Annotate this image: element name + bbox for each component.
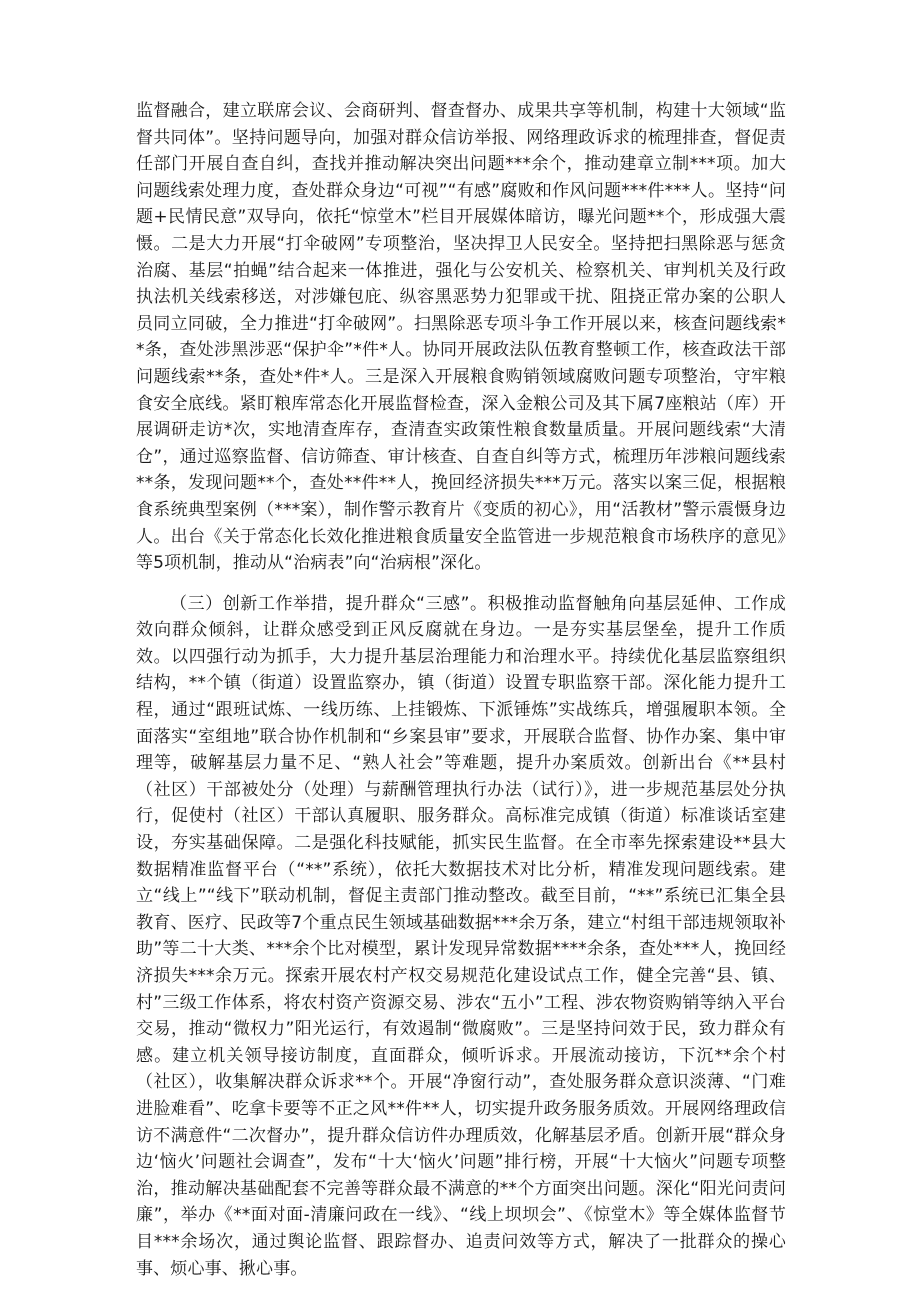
body-paragraph-2: （三）创新工作举措，提升群众“三感”。积极推动监督触角向基层延伸、工作成效向群众倾斜，让群众感受到正风反腐就在身边。一是夯实基层堡垒，提升工作质效。以四强行动为抓手，大力提升基层治理能力和治理水平。持续优化基层监察组织结构，**个镇（街道）设置监察办，镇（街道）设置专职监察干部。深化能力提升工程，通过“跟班试炼、一线历练、上挂锻炼、下派锤炼”实战练兵，增强履职本领。全面落实“室组地”联合协作机制和“乡案县审”要求，开展联合监督、协作办案、集中审理等，破解基层力量不足、“熟人社会”等难题，提升办案质效。创新出台《**县村（社区）干部被处分（处理）与薪酬管理执行办法（试行）》，进一步规范基层处分执行，促使村（社区）干部认真履职、服务群众。高标准完成镇（街道）标准谈话室建设，夯实基础保障。二是强化科技赋能，抓实民生监督。在全市率先探索建设**县大数据精准监督平台（“**”系统），依托大数据技术对比分析，精准发现问题线索。建立“线上”“线下”联动机制，督促主责部门推动整改。截至目前，“**”系统已汇集全县教育、医疗、民政等7个重点民生领域基础数据***余万条，建立“村组干部违规领取补助”等二十大类、***余个比对模型，累计发现异常数据****余条，查处***人，挽回经济损失***余万元。探索开展农村产权交易规范化建设试点工作，健全完善“县、镇、村”三级工作体系，将农村资产资源交易、涉农“五小”工程、涉农物资购销等纳入平台交易，推动“微权力”阳光运行，有效遏制“微腐败”。三是坚持问效于民，致力群众有感。建立机关领导接访制度，直面群众，倾听诉求。开展流动接访，下沉**余个村（社区），收集解决群众诉求**个。开展“净窗行动”，查处服务群众意识淡薄、“门难进脸难看”、吃拿卡要等不正之风**件**人，切实提升政务服务质效。开展网络理政信访不满意件“二次督办”，提升群众信访件办理质效，化解基层矛盾。创新开展“群众身边‘恼火’问题社会调查”，发布“十大‘恼火’问题”排行榜，开展“十大恼火”问题专项整治，推动解决基础配套不完善等群众最不满意的**个方面突出问题。深化“阳光问责问廉”，举办《**面对面-清廉问政在一线》、“线上坝坝会”、《惊堂木》等全媒体监督节目***余场次，通过舆论监督、跟踪督办、追责问效等方式，解决了一批群众的操心事、烦心事、揪心事。	[136, 593, 786, 1279]
document-page	[136, 98, 786, 1282]
body-paragraph-1: 监督融合，建立联席会议、会商研判、督查督办、成果共享等机制，构建十大领域“监督共同体”。坚持问题导向，加强对群众信访举报、网络理政诉求的梳理排查，督促责任部门开展自查自纠，查找并推动解决突出问题***余个，推动建章立制***项。加大问题线索处理力度，查处群众身边“可视”“有感”腐败和作风问题***件***人。坚持“问题+民情民意”双导向，依托“惊堂木”栏目开展媒体暗访，曝光问题**个，形成强大震慑。二是大力开展“打伞破网”专项整治，坚决捍卫人民安全。坚持把扫黑除恶与惩贪治腐、基层“拍蝇”结合起来一体推进，强化与公安机关、检察机关、审判机关及行政执法机关线索移送，对涉嫌包庇、纵容黑恶势力犯罪或干扰、阻挠正常办案的公职人员同立同破，全力推进“打伞破网”。扫黑除恶专项斗争工作开展以来，核查问题线索**条，查处涉黑涉恶“保护伞”*件*人。协同开展政法队伍教育整顿工作，核查政法干部问题线索**条，查处*件*人。三是深入开展粮食购销领域腐败问题专项整治，守牢粮食安全底线。紧盯粮库常态化开展监督检查，深入金粮公司及其下属7座粮站（库）开展调研走访*次，实地清查库存，查清查实政策性粮食数量质量。开展问题线索“大清仓”，通过巡察监督、信访筛查、审计核查、自查自纠等方式，梳理历年涉粮问题线索**条，发现问题**个，查处**件**人，挽回经济损失***万元。落实以案三促，根据粮食系统典型案例（***案），制作警示教育片《变质的初心》，用“活教材”警示震慑身边人。出台《关于常态化长效化推进粮食质量安全监管进一步规范粮食市场秩序的意见》等5项机制，推动从“治病表”向“治病根”深化。	[136, 101, 786, 574]
paragraph-spacing	[136, 577, 786, 591]
